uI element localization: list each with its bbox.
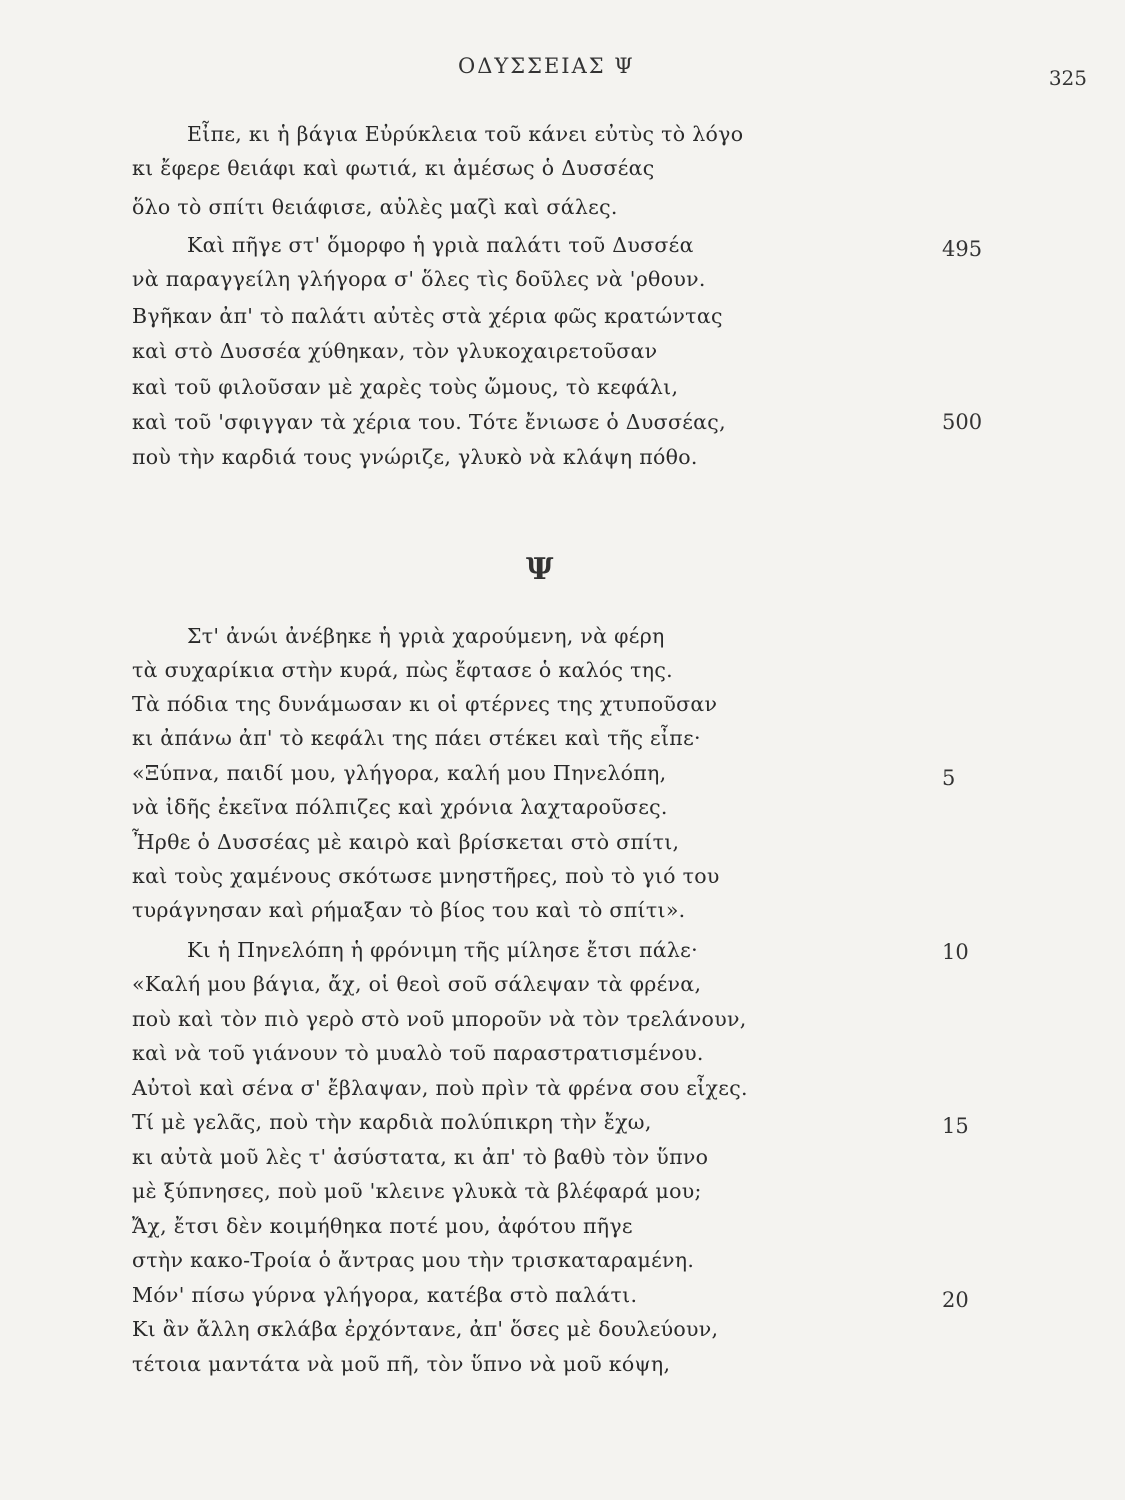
verse-line: κι ἔφερε θειάφι καὶ φωτιά, κι ἀμέσως ὁ Δυσσέας [132,156,655,180]
verse-line: ποὺ καὶ τὸν πιὸ γερὸ στὸ νοῦ μποροῦν νὰ τὸν τρελάνουν, [132,1007,747,1031]
verse-line: καὶ τοὺς χαμένους σκότωσε μνηστῆρες, ποὺ τὸ γιό του [132,864,720,888]
running-title: ΟΔΥΣΣΕΙΑΣ Ψ [458,54,635,78]
line-number: 15 [942,1114,969,1138]
verse-line: Καὶ πῆγε στ' ὅμορφο ἡ γριὰ παλάτι τοῦ Δυσσέα [187,233,694,257]
verse-line: Τί μὲ γελᾶς, ποὺ τὴν καρδιὰ πολύπικρη τὴν ἔχω, [132,1110,652,1134]
verse-line: κι αὐτὰ μοῦ λὲς τ' ἀσύστατα, κι ἀπ' τὸ βαθὺ τὸν ὕπνο [132,1145,709,1169]
verse-line: «Ξύπνα, παιδί μου, γλήγορα, καλή μου Πηνελόπη, [132,761,667,785]
verse-line: Αὐτοὶ καὶ σένα σ' ἔβλαψαν, ποὺ πρὶν τὰ φρένα σου εἶχες. [132,1076,748,1100]
verse-line: Μόν' πίσω γύρνα γλήγορα, κατέβα στὸ παλάτι. [132,1283,638,1307]
verse-line: Εἶπε, κι ἡ βάγια Εὐρύκλεια τοῦ κάνει εὐτὺς τὸ λόγο [187,122,744,146]
verse-line: ποὺ τὴν καρδιά τους γνώριζε, γλυκὸ νὰ κλάψη πόθο. [132,445,698,469]
verse-line: Στ' ἀνώι ἀνέβηκε ἡ γριὰ χαρούμενη, νὰ φέρη [187,624,665,648]
verse-line: Τὰ πόδια της δυνάμωσαν κι οἱ φτέρνες της χτυποῦσαν [132,692,718,716]
book-letter: Ψ [526,552,554,587]
verse-line: τυράγνησαν καὶ ρήμαξαν τὸ βίος του καὶ τὸ σπίτι». [132,898,686,922]
verse-line: «Καλή μου βάγια, ἄχ, οἱ θεοὶ σοῦ σάλεψαν τὰ φρένα, [132,972,702,996]
verse-line: καὶ τοῦ φιλοῦσαν μὲ χαρὲς τοὺς ὤμους, τὸ κεφάλι, [132,375,679,399]
verse-line: Βγῆκαν ἀπ' τὸ παλάτι αὐτὲς στὰ χέρια φῶς κρατώντας [132,304,723,328]
verse-line: Κι ἂν ἄλλη σκλάβα ἐρχόντανε, ἀπ' ὅσες μὲ δουλεύουν, [132,1317,719,1341]
verse-line: τέτοια μαντάτα νὰ μοῦ πῆ, τὸν ὕπνο νὰ μοῦ κόψη, [132,1352,671,1376]
verse-line: κι ἀπάνω ἀπ' τὸ κεφάλι της πάει στέκει καὶ τῆς εἶπε· [132,726,701,750]
page-number: 325 [1048,66,1087,90]
line-number: 495 [942,237,983,261]
page-header [0,52,1125,92]
verse-line: Ἦρθε ὁ Δυσσέας μὲ καιρὸ καὶ βρίσκεται στὸ σπίτι, [132,830,680,854]
verse-line: Κι ἡ Πηνελόπη ἡ φρόνιμη τῆς μίλησε ἔτσι πάλε· [187,938,698,962]
verse-line: Ἄχ, ἔτσι δὲν κοιμήθηκα ποτέ μου, ἀφότου πῆγε [132,1214,633,1238]
line-number: 5 [942,766,956,790]
verse-line: ὅλο τὸ σπίτι θειάφισε, αὐλὲς μαζὶ καὶ σάλες. [132,195,618,219]
line-number: 20 [942,1288,969,1312]
verse-line: μὲ ξύπνησες, ποὺ μοῦ 'κλεινε γλυκὰ τὰ βλέφαρά μου; [132,1179,702,1203]
verse-line: νὰ παραγγείλη γλήγορα σ' ὅλες τὶς δοῦλες νὰ 'ρθουν. [132,267,706,291]
verse-line: καὶ στὸ Δυσσέα χύθηκαν, τὸν γλυκοχαιρετοῦσαν [132,339,658,363]
verse-line: νὰ ἰδῆς ἐκεῖνα πόλπιζες καὶ χρόνια λαχταροῦσες. [132,795,668,819]
verse-line: καὶ νὰ τοῦ γιάνουν τὸ μυαλὸ τοῦ παραστρατισμένου. [132,1041,704,1065]
line-number: 500 [942,410,983,434]
verse-line: καὶ τοῦ 'σφιγγαν τὰ χέρια του. Τότε ἔνιωσε ὁ Δυσσέας, [132,410,726,434]
verse-line: τὰ συχαρίκια στὴν κυρά, πὼς ἔφτασε ὁ καλός της. [132,658,673,682]
verse-line: στὴν κακο-Τροία ὁ ἄντρας μου τὴν τρισκαταραμένη. [132,1248,695,1272]
line-number: 10 [942,940,969,964]
